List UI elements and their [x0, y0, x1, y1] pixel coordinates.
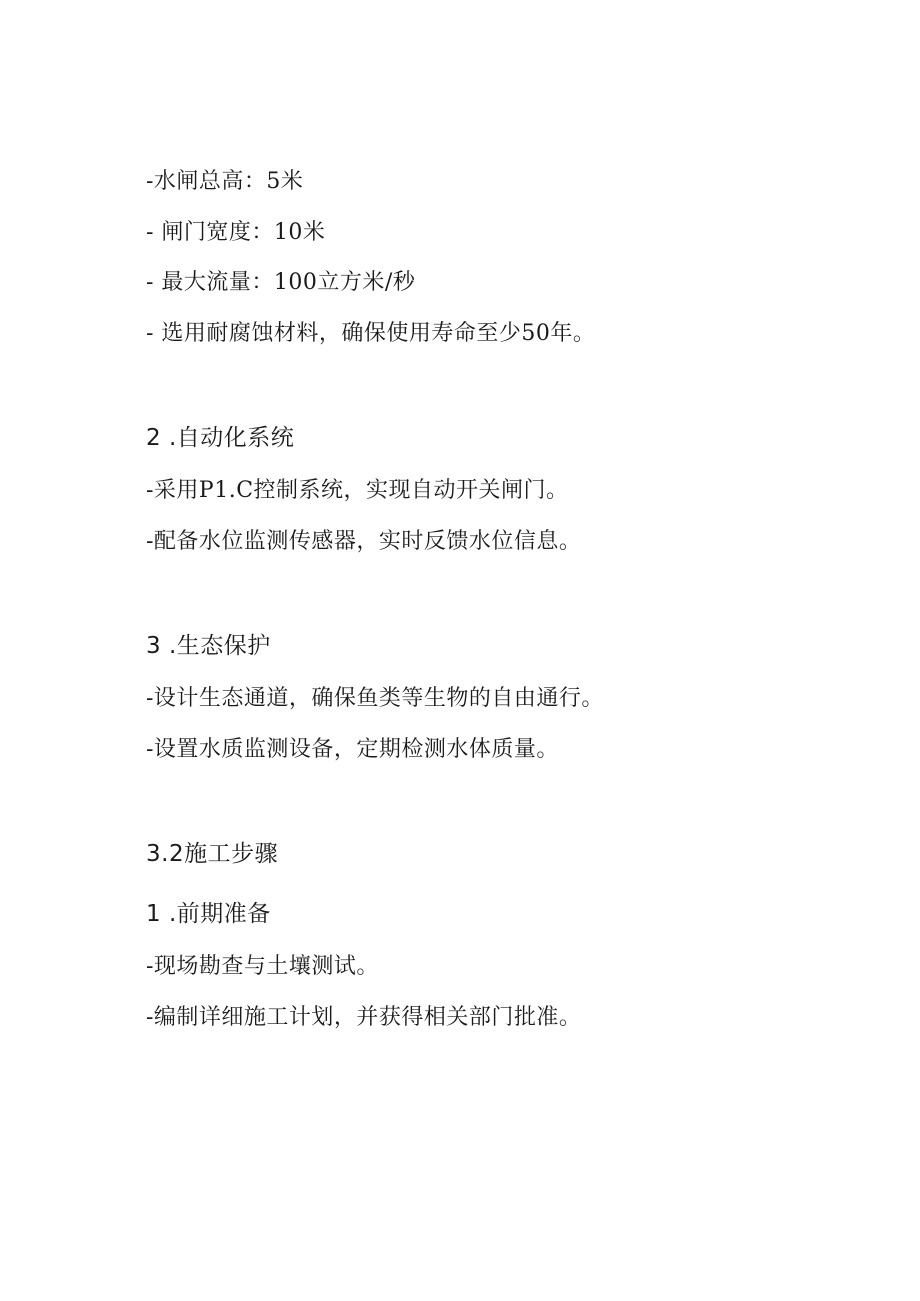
automation-item-plc: -采用P1.C控制系统，实现自动开关闸门。 — [146, 478, 569, 503]
preparation-item-plan: -编制详细施工计划，并获得相关部门批准。 — [146, 1005, 582, 1030]
automation-item-sensor: -配备水位监测传感器，实时反馈水位信息。 — [146, 529, 582, 554]
spec-gate-total-height: -水闸总高：5米 — [146, 169, 304, 194]
ecology-item-water-quality: -设置水质监测设备，定期检测水体质量。 — [146, 737, 559, 762]
spec-material: - 选用耐腐蚀材料，确保使用寿命至少50年。 — [146, 321, 596, 346]
section-heading-construction-steps: 3.2施工步骤 — [146, 841, 279, 867]
section-heading-ecology: 3 .生态保护 — [146, 633, 271, 659]
spec-max-flow: - 最大流量：100立方米/秒 — [146, 270, 416, 295]
section-heading-automation: 2 .自动化系统 — [146, 425, 295, 451]
preparation-item-survey: -现场勘查与土壤测试。 — [146, 954, 379, 979]
spec-gate-width: - 闸门宽度：10米 — [146, 220, 326, 245]
subsection-heading-preparation: 1 .前期准备 — [146, 901, 271, 927]
ecology-item-fish-passage: -设计生态通道，确保鱼类等生物的自由通行。 — [146, 686, 604, 711]
